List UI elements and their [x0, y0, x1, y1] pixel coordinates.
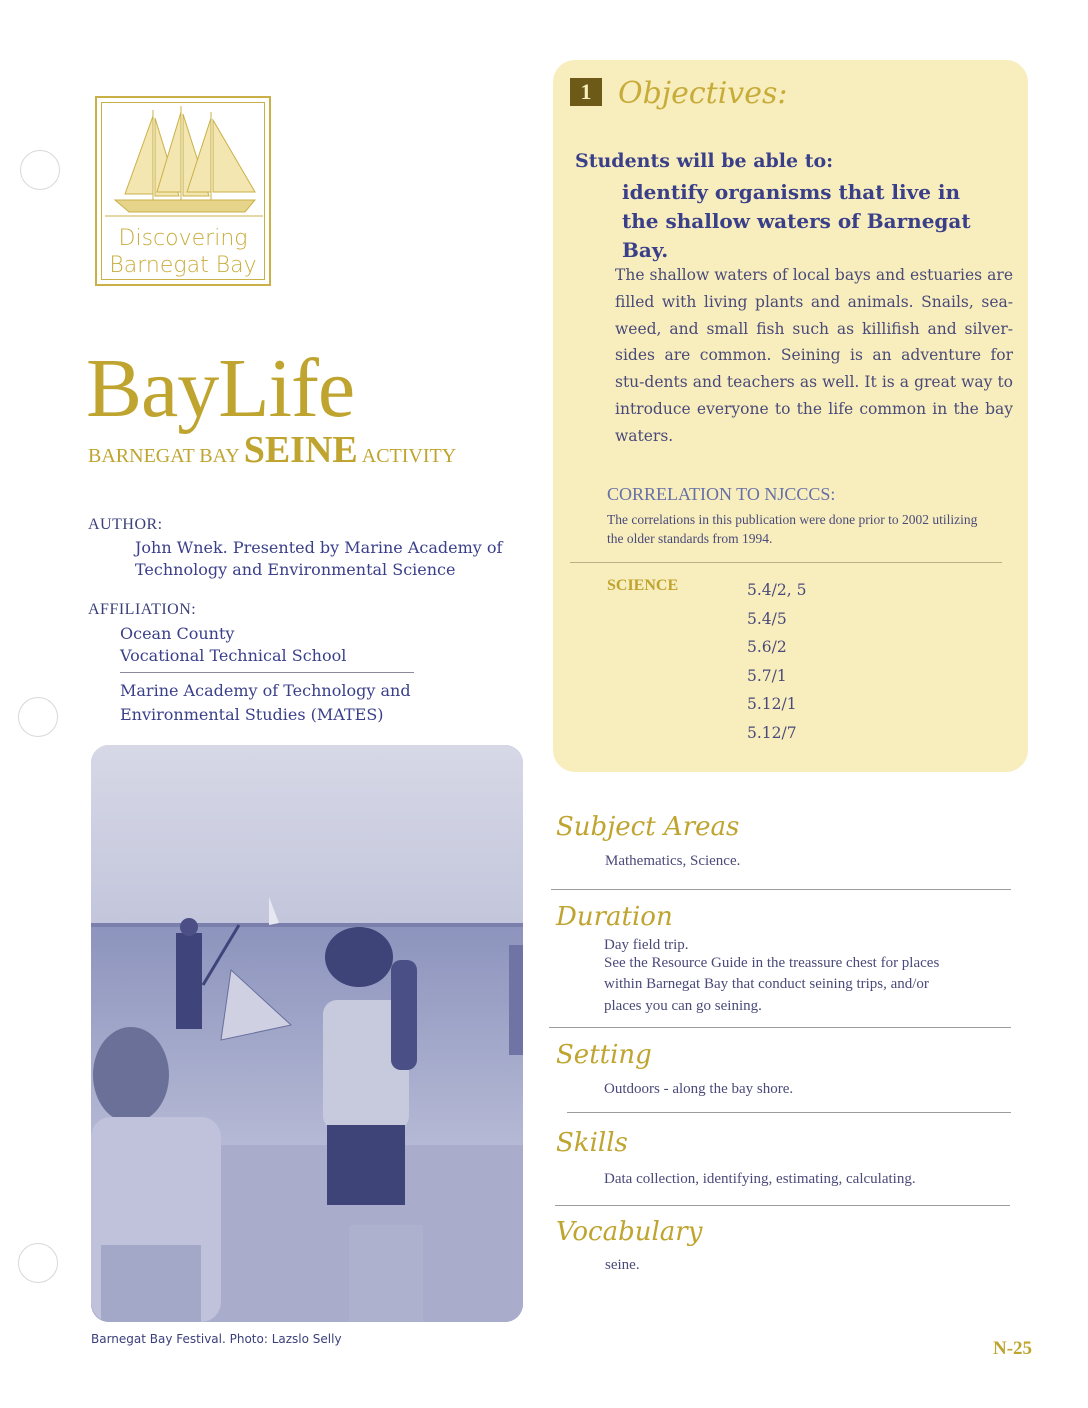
photo-caption: Barnegat Bay Festival. Photo: Lazslo Selly: [91, 1332, 342, 1346]
objectives-lead: Students will be able to:: [575, 150, 834, 172]
affiliation-line-1: Ocean County: [120, 624, 235, 643]
subtitle-part-3: ACTIVITY: [361, 445, 457, 467]
subject-areas-title: Subject Areas: [556, 812, 740, 842]
science-label: SCIENCE: [607, 577, 679, 594]
duration-line-3: within Barnegat Bay that conduct seining trips, and/or: [604, 976, 929, 992]
science-standards-list: [747, 576, 806, 747]
duration-line-2: See the Resource Guide in the treassure chest for places: [604, 955, 940, 971]
affiliation-line-2: Vocational Technical School: [120, 646, 347, 665]
correlation-divider: [570, 562, 1002, 563]
skills-title: Skills: [556, 1128, 628, 1158]
skills-body: Data collection, identifying, estimating, calculating.: [604, 1171, 916, 1187]
page-subtitle: [88, 428, 456, 472]
logo-line-1: Discovering: [118, 226, 248, 251]
schooner-icon: [105, 104, 263, 222]
discovering-barnegat-bay-logo: [95, 96, 271, 286]
setting-title: Setting: [556, 1040, 652, 1070]
author-line-2: Technology and Environmental Science: [135, 560, 456, 579]
affiliation-divider: [120, 672, 414, 673]
correlation-note: The correlations in this publication were done prior to 2002 utilizing the older standards from 1994.: [607, 512, 978, 546]
binder-hole: [20, 150, 60, 190]
seining-photo-illustration: [91, 745, 523, 1322]
author-line-1: John Wnek. Presented by Marine Academy of: [135, 538, 503, 557]
science-standard: 5.4/2, 5: [747, 581, 807, 599]
section-divider: [551, 889, 1011, 890]
subtitle-part-1: BARNEGAT BAY: [88, 445, 240, 467]
science-standard: 5.12/7: [747, 723, 797, 742]
affiliation-line-3: Marine Academy of Technology and: [120, 681, 411, 700]
affiliation-line-4: Environmental Studies (MATES): [120, 705, 384, 724]
duration-line-4: places you can go seining.: [604, 998, 762, 1014]
objectives-title: Objectives:: [618, 76, 788, 111]
duration-line-1: Day field trip.: [604, 937, 689, 953]
page-number: N-25: [993, 1338, 1033, 1359]
vocabulary-body: seine.: [605, 1257, 640, 1273]
vocabulary-title: Vocabulary: [556, 1217, 703, 1247]
correlation-heading: CORRELATION TO NJCCCS:: [607, 484, 836, 504]
logo-line-2: Barnegat Bay: [109, 253, 257, 278]
setting-body: Outdoors - along the bay shore.: [604, 1081, 794, 1097]
section-number-badge: 1: [570, 78, 602, 106]
section-divider: [549, 1027, 1011, 1028]
subtitle-part-2: SEINE: [243, 429, 358, 471]
seining-photo: [91, 745, 523, 1322]
objectives-goal: identify organisms that live in the shallow waters of Barnegat Bay.: [622, 180, 971, 262]
binder-hole: [18, 1243, 58, 1283]
objectives-body: The shallow waters of local bays and estuaries are filled with living plants and animals. Snails, sea-weed, and small fish such as killifish and silver-sides are common. Seining is an adventure for stu-dents and teachers as well. It is a great way to introduce everyone to the life common in the bay waters.: [615, 266, 1013, 445]
affiliation-label: AFFILIATION:: [88, 601, 197, 618]
section-divider: [567, 1112, 1011, 1113]
author-label: AUTHOR:: [88, 516, 163, 533]
duration-title: Duration: [556, 902, 673, 932]
science-standard: 5.6/2: [747, 638, 787, 656]
science-standard: 5.12/1: [747, 695, 797, 713]
science-standard: 5.4/5: [747, 609, 787, 628]
science-standard: 5.7/1: [747, 666, 787, 685]
binder-hole: [18, 697, 58, 737]
section-divider: [555, 1205, 1010, 1206]
subject-areas-body: Mathematics, Science.: [605, 853, 741, 869]
page-title: BayLife: [86, 342, 355, 435]
